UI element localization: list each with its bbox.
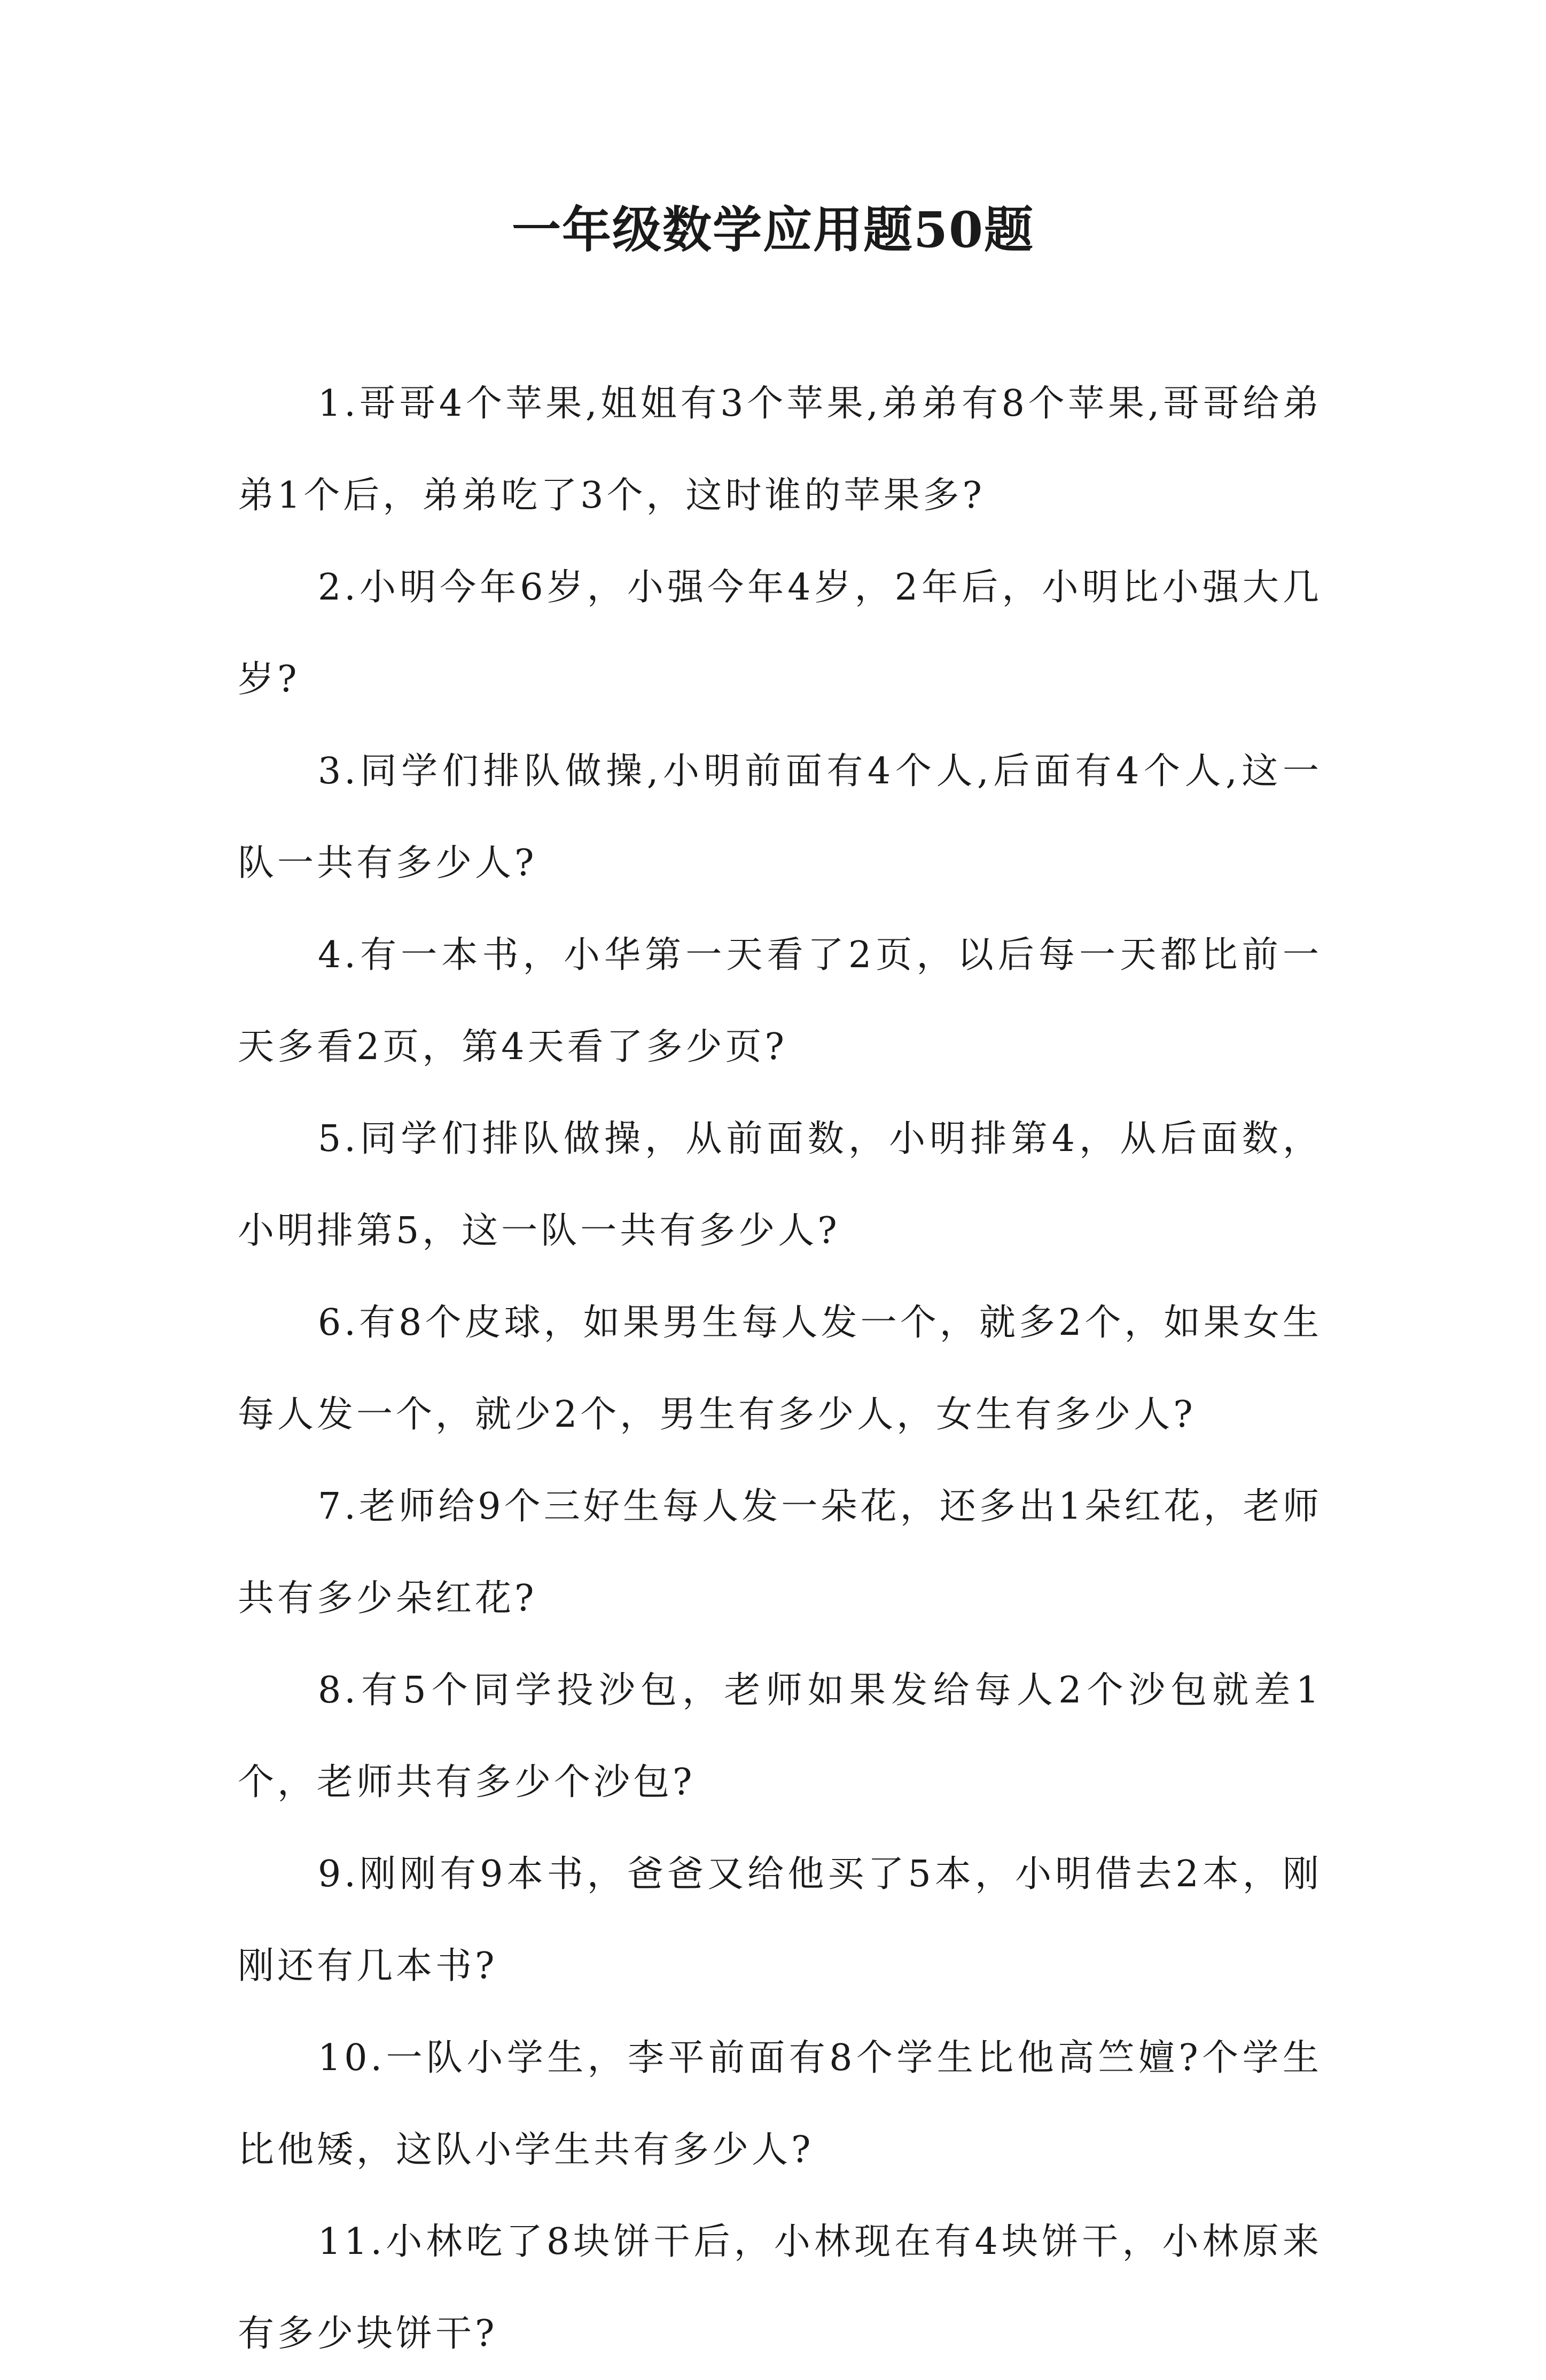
problem-item: 2.小明今年6岁，小强今年4岁，2年后，小明比小强大几岁? <box>238 566 1322 701</box>
problem-item: 5.同学们排队做操，从前面数，小明排第4，从后面数，小明排第5，这一队一共有多少人? <box>238 1118 1322 1252</box>
problem-list <box>238 358 1322 2380</box>
problem-item: 8.有5个同学投沙包，老师如果发给每人2个沙包就差1个，老师共有多少个沙包? <box>238 1669 1322 1803</box>
problem-item: 3.同学们排队做操,小明前面有4个人,后面有4个人,这一队一共有多少人? <box>238 750 1322 884</box>
problem-item: 9.刚刚有9本书，爸爸又给他买了5本，小明借去2本，刚刚还有几本书? <box>238 1853 1322 1987</box>
problem-item: 10.一队小学生，李平前面有8个学生比他高竺嬗?个学生比他矮，这队小学生共有多少人? <box>238 2037 1322 2171</box>
document-title: 一年级数学应用题50题 <box>511 201 1035 259</box>
problem-item: 11.小林吃了8块饼干后，小林现在有4块饼干，小林原来有多少块饼干? <box>238 2221 1322 2355</box>
problem-item: 6.有8个皮球，如果男生每人发一个，就多2个，如果女生每人发一个，就少2个，男生有多少人，女生有多少人? <box>238 1302 1322 1436</box>
problem-item: 7.老师给9个三好生每人发一朵花，还多出1朵红花，老师共有多少朵红花? <box>238 1485 1322 1620</box>
problem-item: 1.哥哥4个苹果,姐姐有3个苹果,弟弟有8个苹果,哥哥给弟弟1个后，弟弟吃了3个，这时谁的苹果多? <box>238 383 1322 517</box>
problem-item: 4.有一本书，小华第一天看了2页，以后每一天都比前一天多看2页，第4天看了多少页? <box>238 934 1322 1068</box>
